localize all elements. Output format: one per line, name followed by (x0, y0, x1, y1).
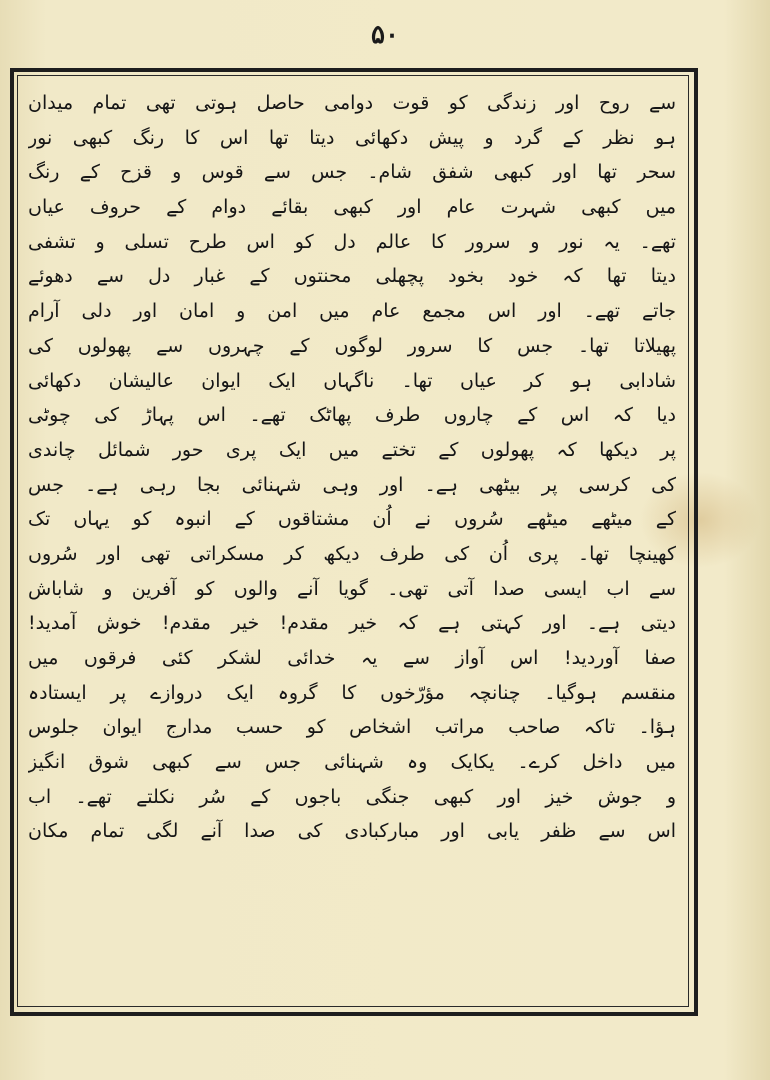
text-line: تھے۔ یہ نور و سرور کا عالم دل کو اس طرح تسلی و تشفی (28, 230, 676, 253)
text-line: دیتا تھا کہ خود بخود پچھلی محنتوں کے غبار دل سے دھوئے (28, 265, 676, 288)
text-line: سے روح اور زندگی کو قوت دوامی حاصل ہوتی تھی تمام میدان (28, 92, 676, 114)
text-line: ہؤا۔ تاکہ صاحب مراتب اشخاص کو حسب مدارج ایوان جلوس (28, 716, 676, 739)
page-number: ۵۰ (371, 20, 399, 50)
text-line: و جوش خیز اور کبھی جنگی باجوں کے سُر نکلتے تھے۔ اب (28, 785, 676, 808)
text-line: کی کرسی پر بیٹھی ہے۔ اور وہی شہنائی بجا رہی ہے۔ جس (28, 473, 676, 496)
text-line: شادابی ہو کر عیاں تھا۔ ناگہاں ایک ایوان عالیشان دکھائی (28, 369, 676, 392)
text-line: پر دیکھا کہ پھولوں کے تختے میں ایک پری حور شمائل چاندی (28, 438, 676, 461)
text-line: میں داخل کرے۔ یکایک وہ شہنائی جس سے کبھی شوق انگیز (28, 751, 676, 774)
text-line: میں کبھی شہرت عام اور کبھی بقائے دوام کے حروف عیاں (28, 196, 676, 219)
text-line: سے اب ایسی صدا آتی تھی۔ گویا آنے والوں کو آفرین و شاباش (28, 577, 676, 600)
text-line: ہو نظر کے گرد و پیش دکھائی دیتا تھا اس کا رنگ کبھی نور (28, 126, 676, 149)
text-line: صفا آوردید! اس آواز سے یہ خدائی لشکر کئی فرقوں میں (28, 647, 676, 669)
text-line: جاتے تھے۔ اور اس مجمع عام میں امن و امان اور دلی آرام (28, 300, 676, 323)
text-line: دیا کہ اس کے چاروں طرف پھاٹک تھے۔ اس پہاڑ کی چوٹی (28, 404, 676, 427)
text-line: اس سے ظفر یابی اور مبارکبادی کی صدا آنے لگی تمام مکان (28, 820, 676, 843)
body-text (28, 86, 676, 1006)
text-line: دیتی ہے۔ اور کہتی ہے کہ خیر مقدم! خیر مقدم! خوش آمدید! (28, 612, 676, 635)
text-line: منقسم ہوگیا۔ چنانچہ مؤرّخوں کا گروہ ایک دروازے پر ایستادہ (28, 681, 676, 704)
text-line: کے میٹھے میٹھے سُروں نے اُن مشتاقوں کے انبوہ کو یہاں تک (28, 508, 676, 531)
text-line: سحر تھا اور کبھی شفق شام۔ جس سے قوس و قزح کے رنگ (28, 161, 676, 184)
text-line: پھیلاتا تھا۔ جس کا سرور لوگوں کے چہروں سے پھولوں کی (28, 334, 676, 357)
text-line: کھینچا تھا۔ پری اُن کی طرف دیکھ کر مسکراتی تھی اور سُروں (28, 542, 676, 565)
